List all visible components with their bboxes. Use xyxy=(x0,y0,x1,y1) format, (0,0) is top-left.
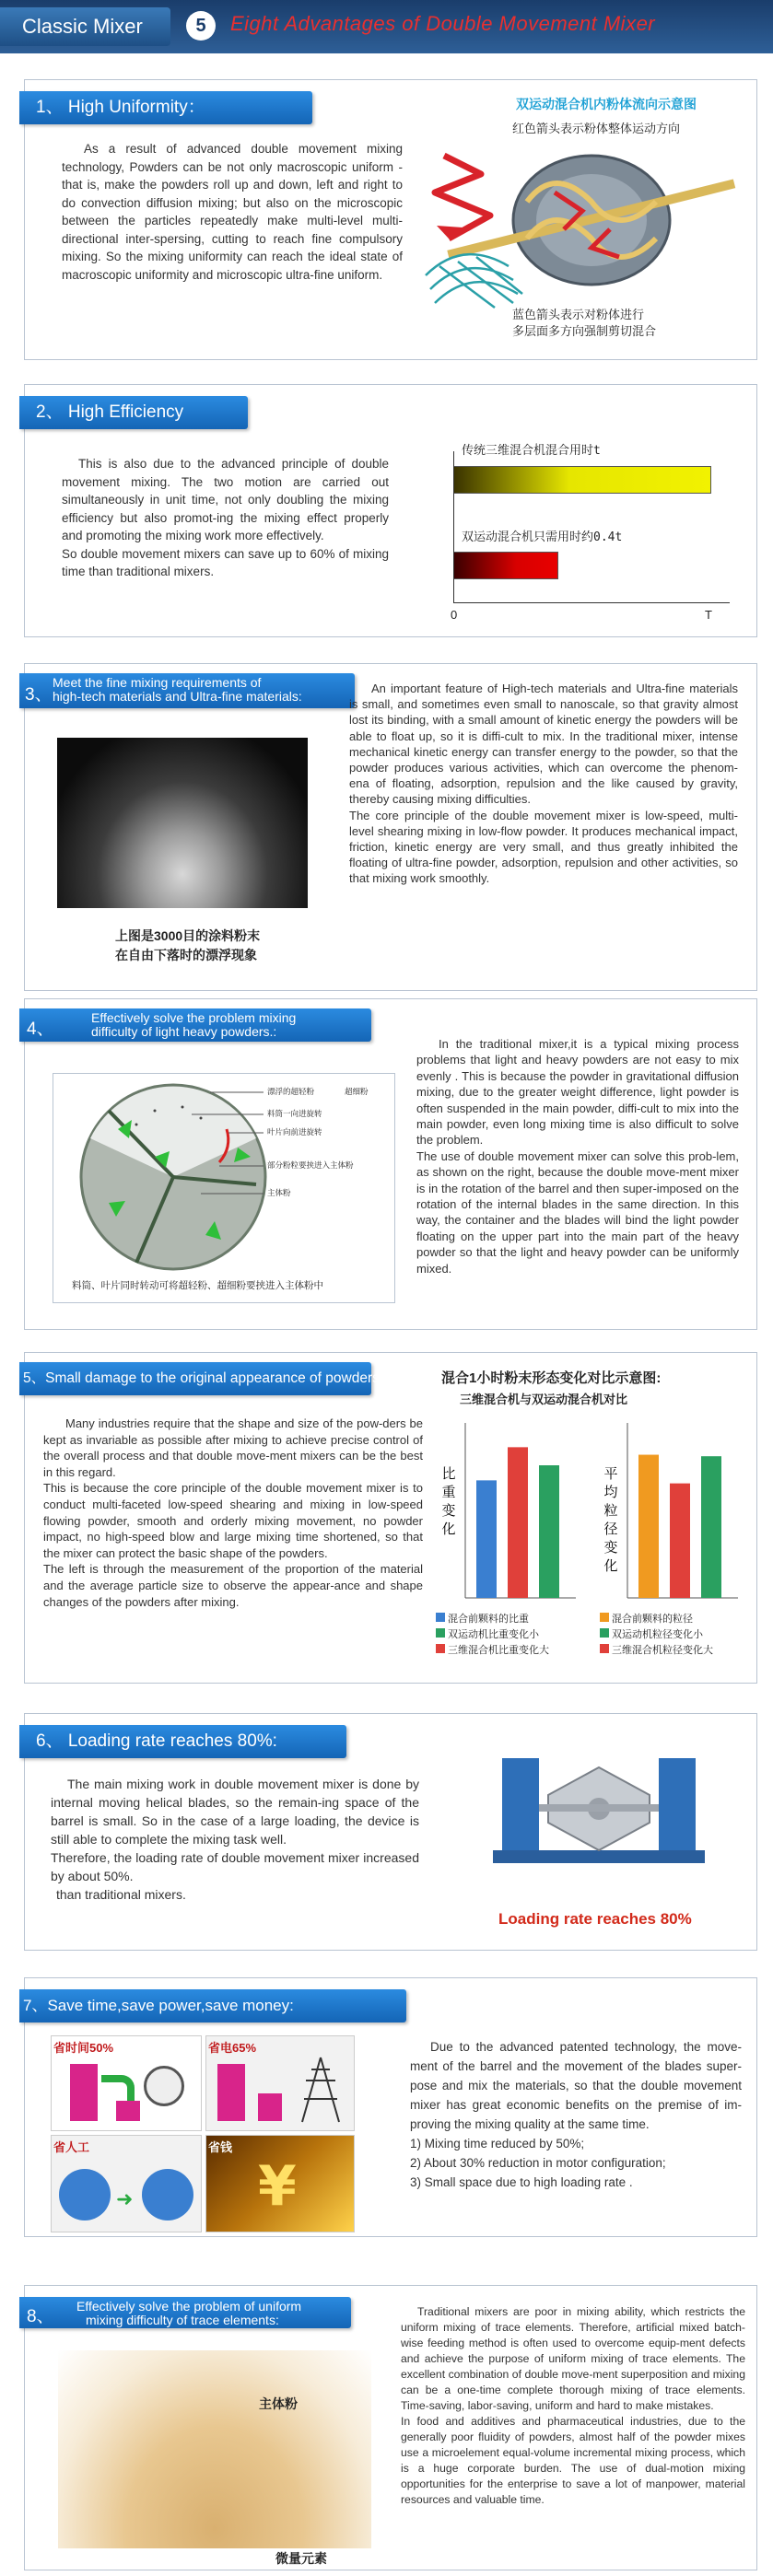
section-6-paragraph-1: The main mixing work in double movement mixer is done by internal moving helical blades, so the remain-ing space of the barrel is small. So in the case of a large loading, the device is still able to complete the mixing task well. xyxy=(51,1777,419,1847)
section-trace-elements xyxy=(24,2285,757,2570)
section-save-time-power-money xyxy=(24,1977,757,2237)
section-2-text xyxy=(62,455,389,581)
section-4-paragraph-1: In the traditional mixer,it is a typical mixing process problems that light and heavy powders are not easy to mix evenly . This is because the powder in gravitational diffusion mixing, due to the greater weight difference, light powder is often suspended in the main powder, diffi-cult to mix into the main powder, even long mixing time is also difficult to solve the problem. xyxy=(416,1037,739,1148)
tile-save-power-label: 省电65% xyxy=(208,2041,257,2055)
section-7-list-item: 1) Mixing time reduced by 50%; xyxy=(410,2137,585,2151)
loading-rate-caption: Loading rate reaches 80% xyxy=(498,1910,692,1928)
y-axis-label-char: 比 xyxy=(441,1465,456,1482)
blue-arrow-label-line-1: 蓝色箭头表示对粉体进行 xyxy=(512,308,645,321)
single-worker-icon xyxy=(142,2169,193,2220)
section-6-banner-text: 6、 Loading rate reaches 80%: xyxy=(36,1731,277,1751)
axis-t-label: T xyxy=(705,608,712,622)
section-7-list-item: 3) Small space due to high loading rate . xyxy=(410,2175,633,2189)
y-axis-label-char: 径 xyxy=(603,1521,618,1537)
section-8-banner-line-2: mixing difficulty of trace elements: xyxy=(86,2313,279,2327)
section-1-paragraph: As a result of advanced double movement mixing technology, Powders can be not only macroscopic uniform - that is, make the powders roll up and down, left and right to do convection diffusion mixing; but also on the microscopic between the particles repeatedly make multi-level multi-directional inter-spersing, cutting to reach fine compulsory mixing. So the mixing uniformity can reach the ideal state of macroscopic uniformity and microscopic ultra-fine uniform. xyxy=(62,142,403,282)
section-8-paragraph-2: In food and additives and pharmaceutical industries, due to the generally poor fluidity of powders, almost half of the powder mixes use a microelement equal-volume incremental mixing process, which is a huge corporate burden. The use of dual-motion mixing opportunities for the enterprise to save a lot of manpower, material resources and valuable time. xyxy=(401,2415,745,2506)
legend-partial-powder: 部分粉粒要挟进入主体粉 xyxy=(267,1160,354,1170)
header-tag: Classic Mixer xyxy=(0,7,170,46)
section-7-list-item: 2) About 30% reduction in motor configuration; xyxy=(410,2156,666,2170)
chart-subtitle: 三维混合机与双运动混合机对比 xyxy=(460,1393,628,1406)
legend-text: 三维混合机粒径变化大 xyxy=(612,1645,713,1656)
legend-text: 三维混合机比重变化大 xyxy=(448,1645,549,1656)
y-axis-label-char: 均 xyxy=(603,1484,618,1500)
section-8-banner xyxy=(19,2297,351,2328)
section-7-text xyxy=(410,2037,742,2192)
section-7-banner xyxy=(19,1989,406,2022)
section-4-banner xyxy=(19,1008,371,1042)
powder-shape-chart-panel xyxy=(428,1368,751,1676)
flow-diagram-title: 双运动混合机内粉体流向示意图 xyxy=(516,97,697,111)
mixer-flow-diagram xyxy=(416,95,748,344)
section-3-paragraph-1: An important feature of High-tech materials and Ultra-fine materials is small, and sometimes even small to nanoscale, so that gravity almost lost its binding, with a small amount of kinetic energy the powders will be able to float up, so it is diffi-cult to mix. In the traditional mixer, intense mechanical kinetic energy can transfer energy to the powder, so that the powder produces various activities, which can overcome the phenom-ena of floating, adsorption, repulsion and the like caused by gravity, thereby causing mixing difficulties. xyxy=(349,682,738,807)
section-4-banner-line-2: difficulty of light heavy powders.: xyxy=(91,1024,277,1039)
section-7-paragraph: Due to the advanced patented technology, the move-ment of the barrel and the movement of the blades super-pose and mix the materials, so that the double movement mixer has great economic benefits on the premise of im-proving the mixing quality at the same time. xyxy=(410,2040,742,2131)
section-1-banner-text: 1、 High Uniformity： xyxy=(36,98,205,117)
section-high-efficiency xyxy=(24,384,757,637)
bar-density-2 xyxy=(508,1447,528,1598)
tile-save-money-label: 省钱 xyxy=(208,2140,233,2154)
header-number-badge: 5 xyxy=(186,11,216,41)
power-tower-icon xyxy=(293,2053,348,2127)
chart-title: 混合1小时粉末形态变化对比示意图: xyxy=(441,1370,662,1386)
section-5-paragraph-3: The left is through the measurement of the proportion of the material and the average particle size to observe the appear-ance and shape changes of the powders after mixing. xyxy=(43,1562,423,1609)
workers-group-icon xyxy=(59,2169,111,2220)
legend-blade-rotation: 叶片向前进旋转 xyxy=(267,1127,322,1136)
trace-element-label: 微量元素 xyxy=(275,2551,327,2566)
section-8-banner-number: 8、 xyxy=(27,2307,54,2326)
section-2-paragraph-2: So double movement mixers can save up to 60% of mixing time than traditional mixers. xyxy=(62,546,389,578)
mixing-time-chart xyxy=(412,418,744,625)
y-axis-label-char: 平 xyxy=(603,1465,618,1482)
time-axis xyxy=(453,451,454,603)
mixer-machine-illustration xyxy=(465,1721,742,1887)
section-6-text xyxy=(51,1775,419,1904)
mixing-diagram-panel xyxy=(53,1073,395,1303)
tile-save-labor xyxy=(51,2135,202,2232)
left-chart-legend xyxy=(436,1612,549,1659)
axis-zero-label: 0 xyxy=(451,608,458,622)
legend-item xyxy=(600,1643,713,1659)
section-3-banner-number: 3、 xyxy=(25,685,53,705)
y-axis-label-char: 粒 xyxy=(603,1502,618,1519)
bar-label-double: 双运动混合机只需用时约0.4t xyxy=(462,530,623,544)
section-fine-mixing xyxy=(24,663,757,991)
powder-pile-photo xyxy=(58,2350,371,2548)
bar-density-3 xyxy=(539,1465,559,1598)
bar-density-1 xyxy=(476,1480,497,1598)
diagram-caption: 料筒、叶片同时转动可将超轻粉、超细粉要挟进入主体粉中 xyxy=(72,1280,323,1291)
yuan-coin-icon: ¥ xyxy=(258,2154,297,2219)
section-3-banner-line-2: high-tech materials and Ultra-fine materials: xyxy=(53,689,302,704)
legend-barrel-rotation: 料筒一向进旋转 xyxy=(267,1109,322,1118)
power-bar-tall xyxy=(217,2064,245,2121)
section-6-paragraph-3: than traditional mixers. xyxy=(56,1887,186,1902)
section-high-uniformity xyxy=(24,79,757,360)
tile-save-time-label: 省时间50% xyxy=(53,2041,114,2055)
clock-icon xyxy=(144,2066,184,2106)
y-axis-label-char: 变 xyxy=(603,1539,618,1556)
right-chart-legend xyxy=(600,1612,713,1659)
section-2-paragraph-1: This is also due to the advanced principle of double movement mixing. The two motion are carried out simultaneously in unit time, not only doubling the mixing efficiency but also promot-ing the mixing effect properly and promoting the mixing work more effectively. xyxy=(62,457,389,542)
section-3-banner xyxy=(19,673,355,708)
time-axis-x xyxy=(453,602,730,603)
section-5-paragraph-2: This is because the core principle of the double movement mixer is to conduct multi-faceted low-speed shearing and mixing in low-speed flowing powder, smooth and orderly mixing movement, no powder impact, no high-speed blow and large mixing time shortened, so that the mixer can protect the basic shape of the powders. xyxy=(43,1481,423,1560)
legend-item xyxy=(600,1627,713,1643)
section-5-paragraph-1: Many industries require that the shape and size of the pow-ders be kept as invariable as possible after mixing to achieve precise control of the overall process and that double move-ment mixers can be the best in this regard. xyxy=(43,1416,423,1479)
red-arrow-label: 红色箭头表示粉体整体运动方向 xyxy=(512,122,681,135)
blue-arrow-label-line-2: 多层面多方向强制剪切混合 xyxy=(512,324,657,338)
benefit-tiles xyxy=(51,2035,382,2231)
section-8-banner-line-1: Effectively solve the problem of uniform xyxy=(76,2299,302,2314)
legend-text: 双运动机粒径变化小 xyxy=(612,1629,703,1640)
section-4-banner-number: 4、 xyxy=(27,1020,54,1039)
section-6-paragraph-2: Therefore, the loading rate of double movement mixer increased by about 50%. xyxy=(51,1850,419,1883)
tile-save-money xyxy=(205,2135,355,2232)
legend-text: 混合前颗料的比重 xyxy=(448,1614,529,1625)
legend-text: 双运动机比重变化小 xyxy=(448,1629,539,1640)
legend-main-powder: 主体粉 xyxy=(267,1188,291,1197)
short-bar-icon xyxy=(116,2101,140,2121)
section-4-text xyxy=(416,1036,739,1276)
legend-item xyxy=(436,1612,549,1627)
section-8-text xyxy=(401,2304,745,2508)
section-small-damage xyxy=(24,1352,757,1684)
legend-item xyxy=(436,1643,549,1659)
y-axis-label-char: 化 xyxy=(603,1557,618,1574)
legend-floating-ultralight: 漂浮的超轻粉 xyxy=(267,1087,315,1096)
powder-shape-bar-chart xyxy=(428,1414,751,1607)
section-8-paragraph-1: Traditional mixers are poor in mixing ability, which restricts the uniform mixing of trace elements. Therefore, artificial mixed batch-wise feeding method is often used to overcome equip-ment defects and achieve the purpose of uniform mixing of trace elements. The excellent combination of double move-ment superposition and mixing can be a one-time complete thorough mixing of trace elements. Time-saving, labor-saving, uniform and hard to make mistakes. xyxy=(401,2305,745,2412)
header-title: Eight Advantages of Double Movement Mixer xyxy=(230,12,656,35)
legend-item xyxy=(600,1612,713,1627)
tile-save-power xyxy=(205,2035,355,2131)
down-arrow-icon xyxy=(101,2075,135,2103)
arrow-right-icon: ➜ xyxy=(116,2187,134,2210)
tile-save-time xyxy=(51,2035,202,2131)
y-axis-label-char: 化 xyxy=(441,1521,456,1537)
section-3-banner-line-1: Meet the fine mixing requirements of xyxy=(53,675,262,690)
tile-save-labor-label: 省人工 xyxy=(53,2140,90,2154)
section-1-banner xyxy=(19,91,312,124)
section-7-banner-text: 7、Save time,save power,save money: xyxy=(23,1997,294,2014)
section-3-text xyxy=(349,681,738,887)
section-light-heavy-powders xyxy=(24,998,757,1330)
photo-caption-line-1: 上图是3000目的涂料粉末 xyxy=(115,928,261,943)
section-loading-rate xyxy=(24,1713,757,1951)
bar-label-traditional: 传统三维混合机混合用时t xyxy=(462,444,601,458)
section-4-paragraph-2: The use of double movement mixer can solve this prob-lem, as shown on the right, because the double move-ment mixer is in the rotation of the barrel and then super-imposed on the rotation of the internal blades in the same direction. In this way, the container and the blades will bind the light powder floating on the upper part into the main part of the heavy powder so that the light and heavy powder can be uniformly mixed. xyxy=(416,1148,739,1276)
section-5-text xyxy=(43,1416,423,1610)
tall-bar-icon xyxy=(70,2064,98,2121)
y-axis-label-char: 重 xyxy=(441,1484,456,1500)
mixer-drum-illustration xyxy=(416,137,748,321)
bar-traditional xyxy=(453,466,711,494)
page-header xyxy=(0,0,773,53)
section-5-banner xyxy=(19,1362,384,1395)
legend-item xyxy=(436,1627,549,1643)
section-1-text xyxy=(62,140,403,284)
main-powder-label: 主体粉 xyxy=(259,2396,298,2411)
bar-particle-size-2 xyxy=(670,1484,690,1598)
floating-powder-photo xyxy=(57,738,308,908)
bar-particle-size-1 xyxy=(638,1455,659,1598)
section-2-banner xyxy=(19,396,248,429)
legend-ultrafine: 超细粉 xyxy=(345,1087,369,1096)
bar-particle-size-3 xyxy=(701,1456,721,1598)
photo-caption-line-2: 在自由下落时的漂浮现象 xyxy=(115,948,257,962)
bar-double-movement xyxy=(453,552,558,579)
drum-cross-section-diagram xyxy=(53,1074,394,1281)
section-2-banner-text: 2、 High Efficiency xyxy=(36,402,184,422)
section-6-banner xyxy=(19,1725,346,1758)
section-4-banner-line-1: Effectively solve the problem mixing xyxy=(91,1010,297,1025)
section-5-banner-text: 5、Small damage to the original appearance of powders: xyxy=(23,1370,384,1386)
y-axis-label-char: 变 xyxy=(441,1502,456,1519)
section-3-paragraph-2: The core principle of the double movement mixer is low-speed, multi-level shearing mixing in low-flow powder. It produces mechanical impact, friction, kinetic energy are very small, and thus greatly inhibited the floating of ultra-fine powder, adsorption, repulsion and other activities, so that mixing work smoothly. xyxy=(349,808,738,886)
legend-text: 混合前颗料的粒径 xyxy=(612,1614,693,1625)
power-bar-short xyxy=(258,2093,282,2121)
